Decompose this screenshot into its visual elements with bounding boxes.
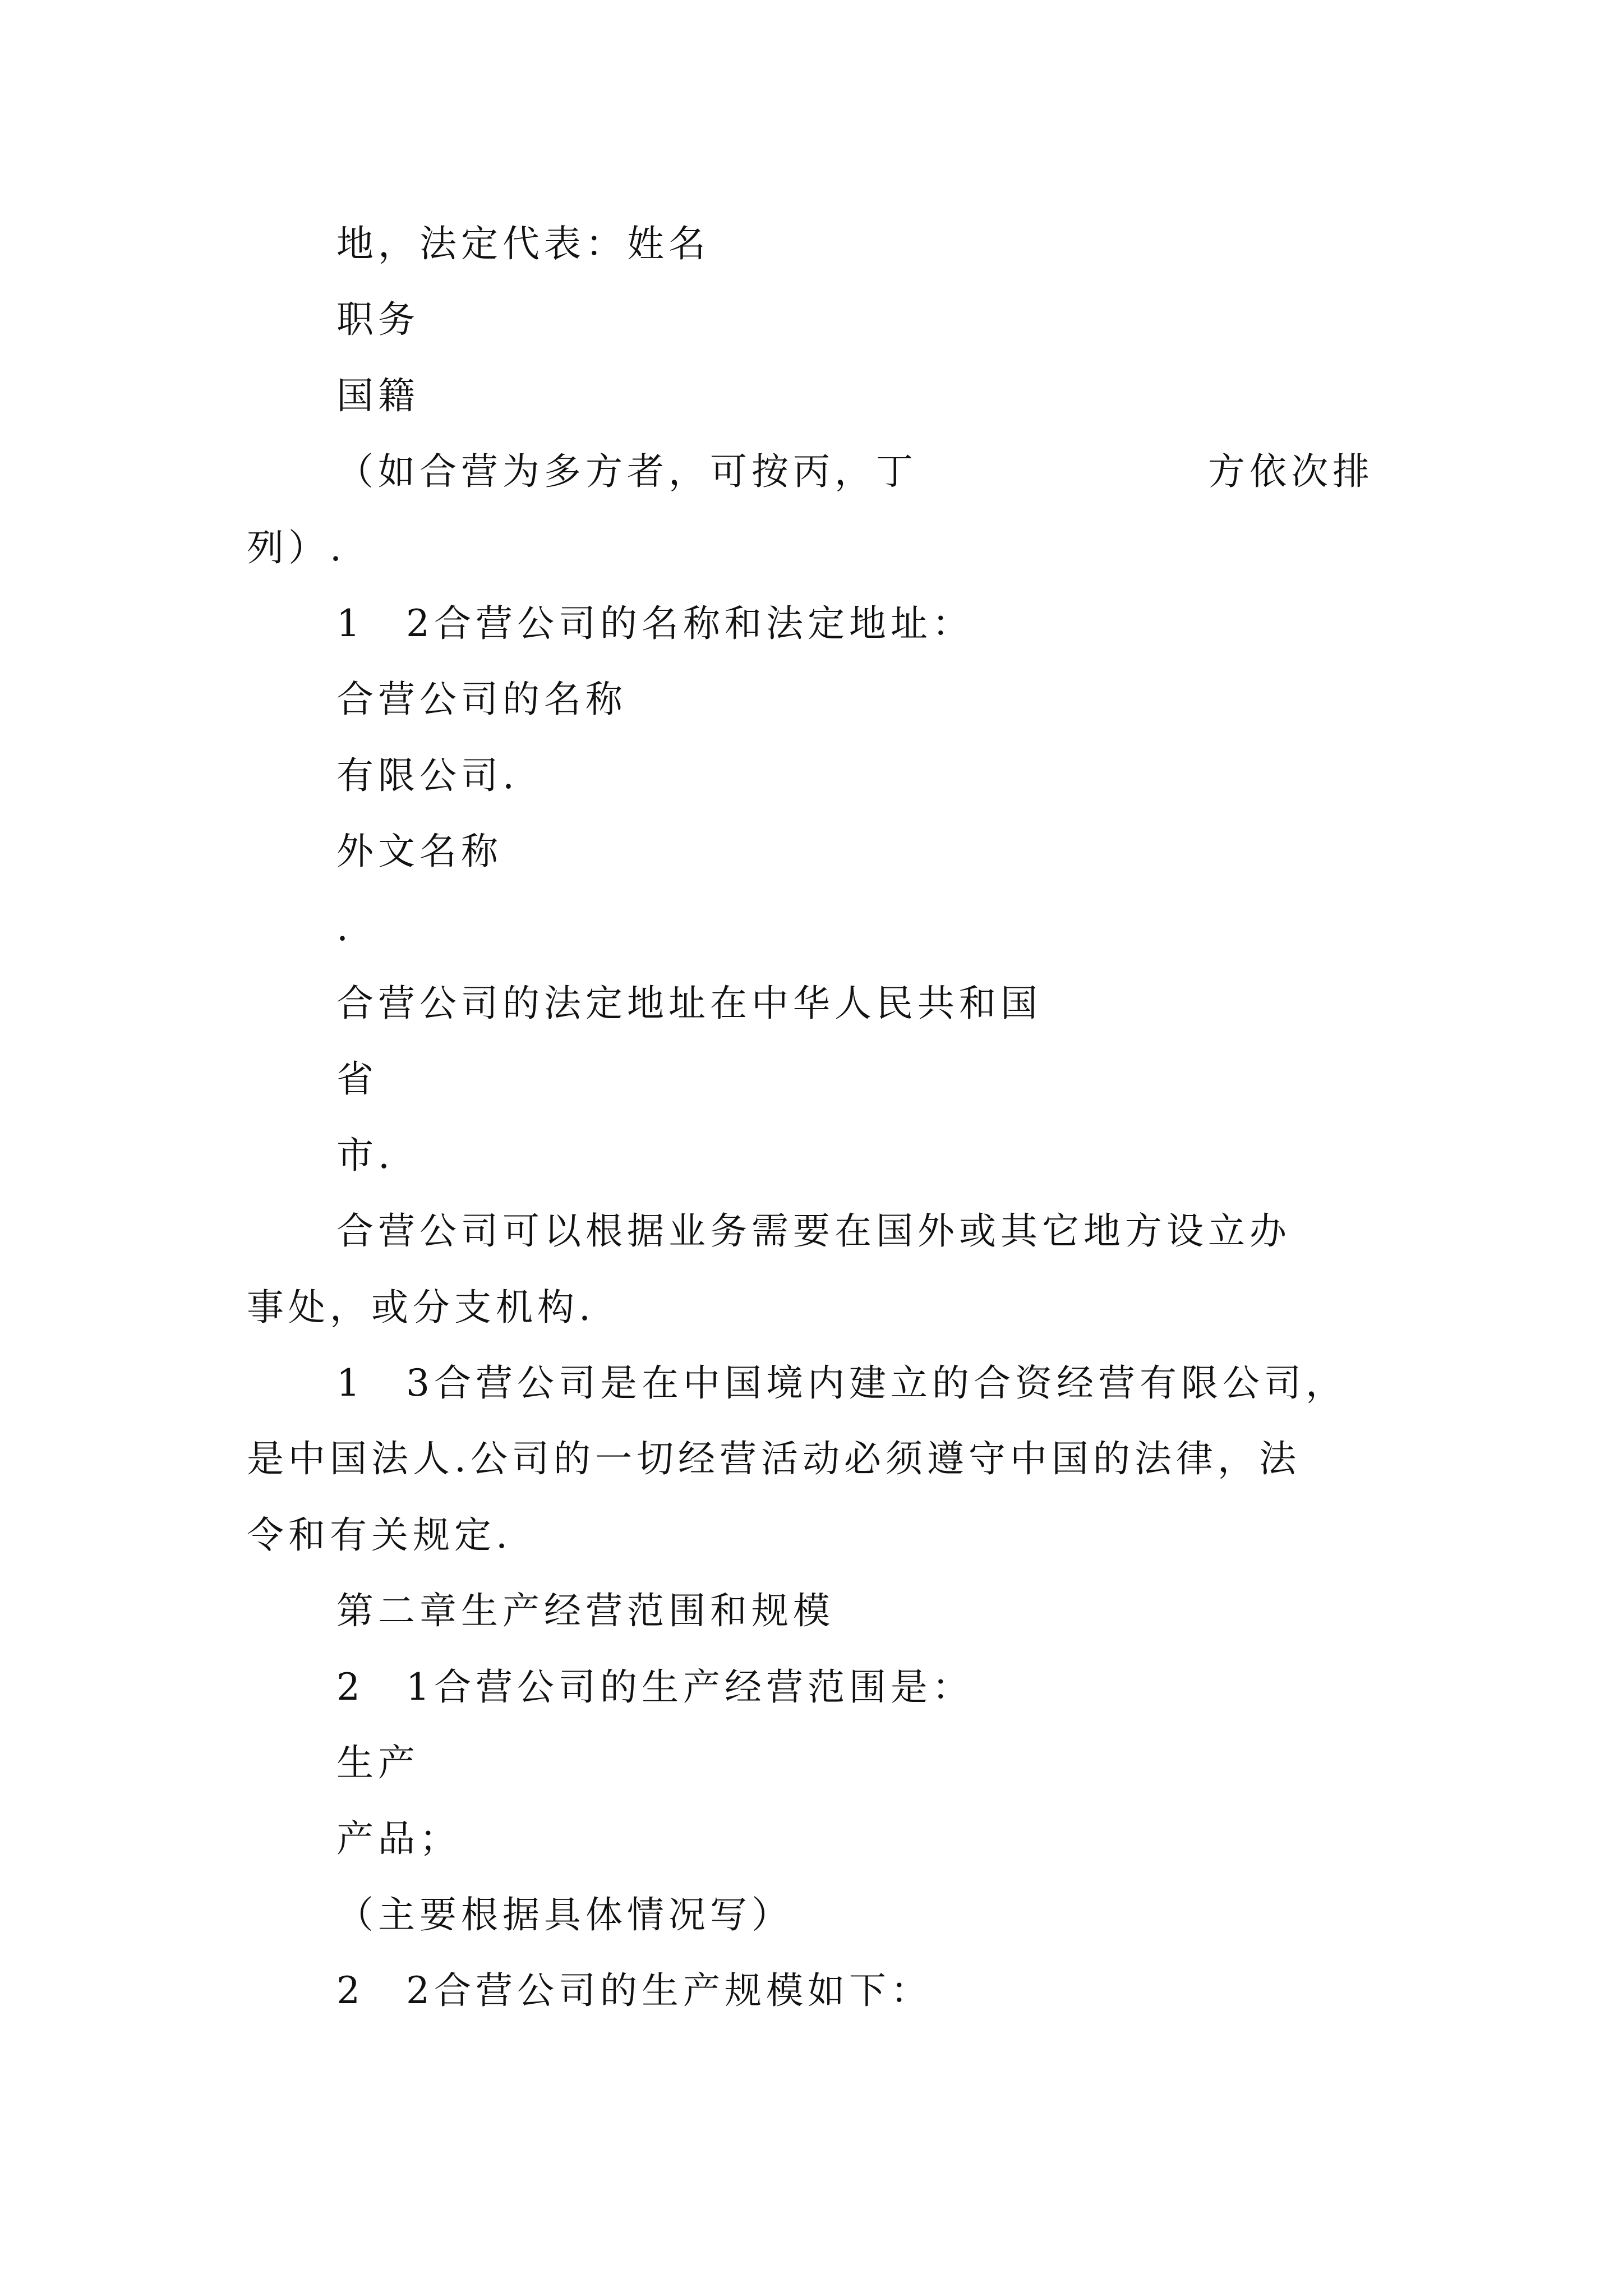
text-line: 职务 <box>336 298 419 341</box>
text-line: . <box>336 906 353 949</box>
text-line: 列）. <box>247 526 346 569</box>
text-line: 省 <box>336 1057 378 1101</box>
text-line: 生产 <box>336 1741 419 1784</box>
text-line: 合营公司的法定地址在中华人民共和国 <box>336 982 1042 1025</box>
text-line: 有限公司. <box>336 754 519 797</box>
text-line: 合营公司可以根据业务需要在国外或其它地方设立办 <box>336 1209 1291 1253</box>
text-line: 国籍 <box>336 374 419 417</box>
text-line: （如合营为多方者，可按丙，丁 方依次排 <box>336 450 1374 493</box>
section-number-line: 1 3合营公司是在中国境内建立的合资经营有限公司， <box>336 1361 1347 1405</box>
section-number-line: 2 2合营公司的生产规模如下： <box>336 1969 932 2012</box>
text-line: 外文名称 <box>336 830 502 873</box>
text-line: 市. <box>336 1134 394 1177</box>
text-line: （主要根据具体情况写） <box>336 1893 793 1936</box>
chapter-heading: 第二章生产经营范围和规模 <box>336 1589 834 1632</box>
text-line: 产品； <box>336 1817 461 1860</box>
section-number-line: 1 2合营公司的名称和法定地址： <box>336 602 974 645</box>
section-number-line: 2 1合营公司的生产经营范围是： <box>336 1665 974 1709</box>
text-line: 地，法定代表：姓名 <box>336 222 710 265</box>
text-line: 事处，或分支机构. <box>247 1286 595 1329</box>
text-line: 令和有关规定. <box>247 1513 512 1557</box>
text-line: 合营公司的名称 <box>336 678 627 721</box>
text-line: 是中国法人.公司的一切经营活动必须遵守中国的法律，法 <box>247 1437 1301 1480</box>
